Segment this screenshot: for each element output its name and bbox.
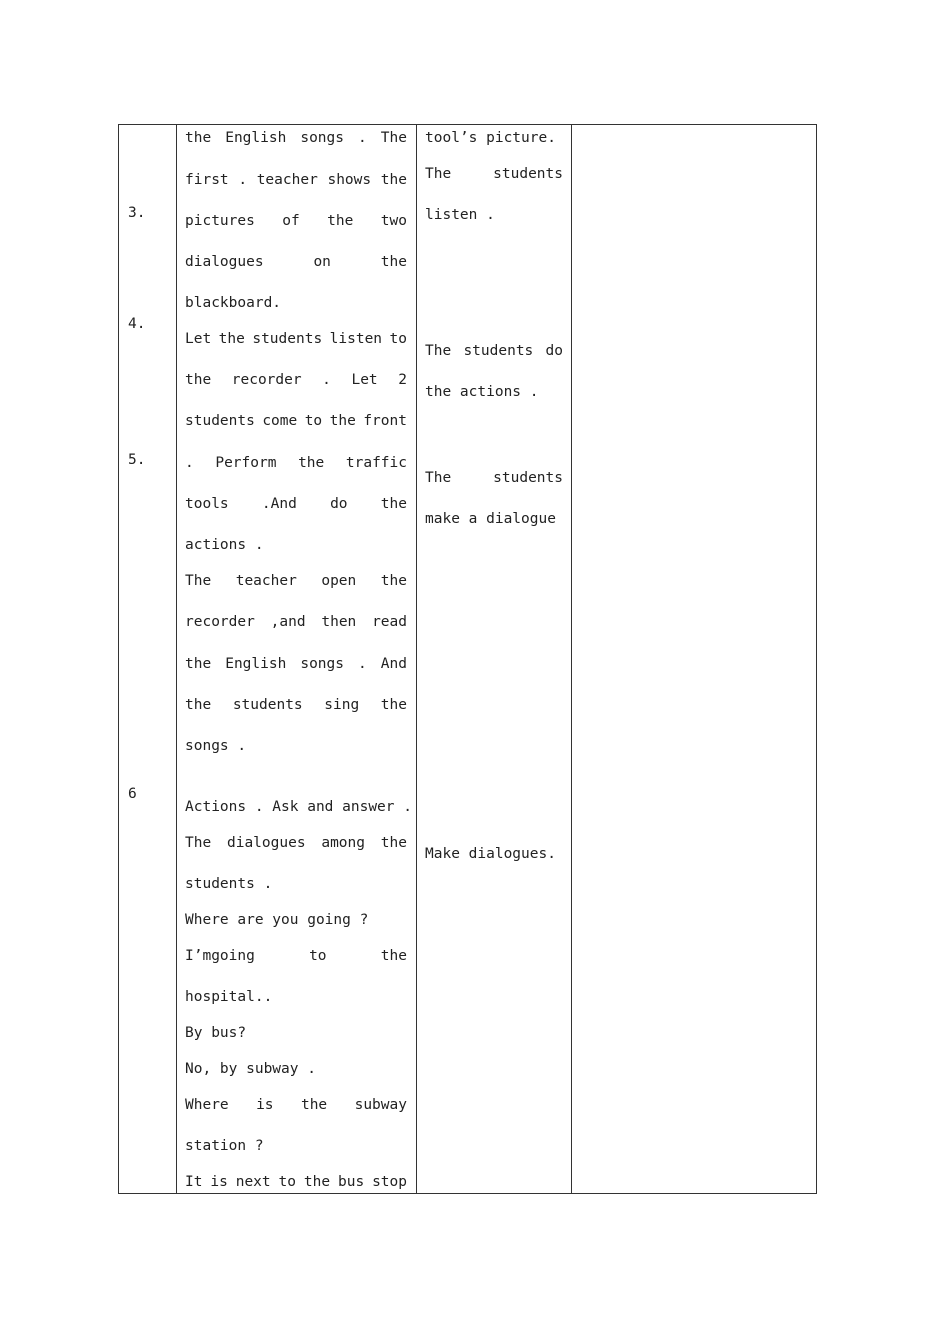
word: English [225,130,287,146]
word: subway [354,1097,407,1113]
word: And [380,656,407,672]
word: the [185,130,212,146]
word: sing [324,697,360,713]
word: students [252,331,323,347]
word: the [380,573,407,589]
word: ,and [270,614,306,630]
column-divider-3 [571,125,572,1193]
word: 2 [398,372,407,388]
teacher-line [185,253,407,271]
word: students [185,413,255,429]
teacher-line: Where are you going ? [185,912,369,928]
word: on [313,254,331,270]
word: students [493,166,563,182]
word: It [185,1174,203,1190]
column-divider-2 [416,125,417,1193]
word: students [232,697,303,713]
word: to [304,413,323,429]
step-number: 6 [128,786,137,802]
word: Where [185,1097,229,1113]
word: Let [351,372,378,388]
word: then [321,614,357,630]
teacher-line [185,371,407,389]
word: first [185,172,229,188]
word: . [238,172,248,188]
word: the [380,254,407,270]
teacher-line [185,412,407,430]
teacher-line: actions . [185,537,264,553]
teacher-line: No, by subway . [185,1061,316,1077]
word: songs [300,130,344,146]
word: stop [372,1174,407,1190]
word: I’mgoing [185,948,255,964]
word: . [322,372,331,388]
column-divider-1 [176,125,177,1193]
word: the [380,172,407,188]
word: the [303,1174,331,1190]
word: . [185,455,194,471]
word: among [321,835,365,851]
word: the [380,697,407,713]
word: recorder [231,372,302,388]
teacher-line: By bus? [185,1025,247,1041]
word: do [545,343,563,359]
word: the [218,331,245,347]
step-number: 3. [128,205,146,221]
word: dialogues [226,835,306,851]
word: .And [261,496,297,512]
word: English [225,656,287,672]
teacher-line: blackboard. [185,295,282,311]
teacher-line [185,1096,407,1114]
teacher-line [185,834,407,852]
teacher-line [185,454,407,472]
teacher-line [185,947,407,965]
word: the [298,455,325,471]
word: shows [327,172,372,188]
teacher-line [185,129,407,147]
word: tools [185,496,229,512]
teacher-line: station ? [185,1138,264,1154]
word: dialogues [185,254,264,270]
step-number: 5. [128,452,146,468]
word: students [493,470,563,486]
word: open [321,573,357,589]
word: bus [337,1174,365,1190]
word: is [210,1174,228,1190]
word: do [330,496,348,512]
word: to [389,331,407,347]
word: the [380,835,407,851]
word: listen [329,331,383,347]
student-line [425,165,563,183]
word: to [309,948,327,964]
teacher-line [185,330,407,348]
student-line: make a dialogue [425,511,556,527]
teacher-line [185,171,407,189]
word: The [425,166,452,182]
word: traffic [345,455,407,471]
teacher-line [185,212,407,230]
word: next [235,1174,271,1190]
word: students [463,343,534,359]
student-line [425,342,563,360]
teacher-line [185,696,407,714]
teacher-line: hospital.. [185,989,273,1005]
teacher-line [185,572,407,590]
word: pictures [185,213,255,229]
word: the [380,496,407,512]
word: songs [300,656,344,672]
word: . [358,656,367,672]
teacher-line [185,495,407,513]
student-line: listen . [425,207,495,223]
word: read [372,614,407,630]
teacher-line: songs . [185,738,247,754]
word: teacher [256,172,318,188]
teacher-line [185,655,407,673]
word: The [425,470,452,486]
word: is [256,1097,274,1113]
student-line: the actions . [425,384,539,400]
word: the [380,948,407,964]
word: Let [185,331,212,347]
word: the [329,413,356,429]
word: The [380,130,407,146]
student-line: Make dialogues. [425,846,556,862]
word: of [282,213,300,229]
teacher-line: students . [185,876,273,892]
word: recorder [185,614,255,630]
word: The [185,573,212,589]
word: front [363,413,407,429]
word: the [327,213,354,229]
word: Perform [215,455,277,471]
teacher-line [185,1173,407,1191]
word: The [185,835,212,851]
word: the [185,656,212,672]
word: the [185,697,212,713]
word: come [262,413,298,429]
student-line: tool’s picture. [425,130,556,146]
word: to [278,1174,296,1190]
word: the [300,1097,328,1113]
word: the [185,372,212,388]
word: The [425,343,452,359]
teacher-line: Actions . Ask and answer . [185,799,412,815]
word: . [358,130,367,146]
step-number: 4. [128,316,146,332]
word: two [380,213,407,229]
teacher-line [185,613,407,631]
word: teacher [235,573,297,589]
student-line [425,469,563,487]
